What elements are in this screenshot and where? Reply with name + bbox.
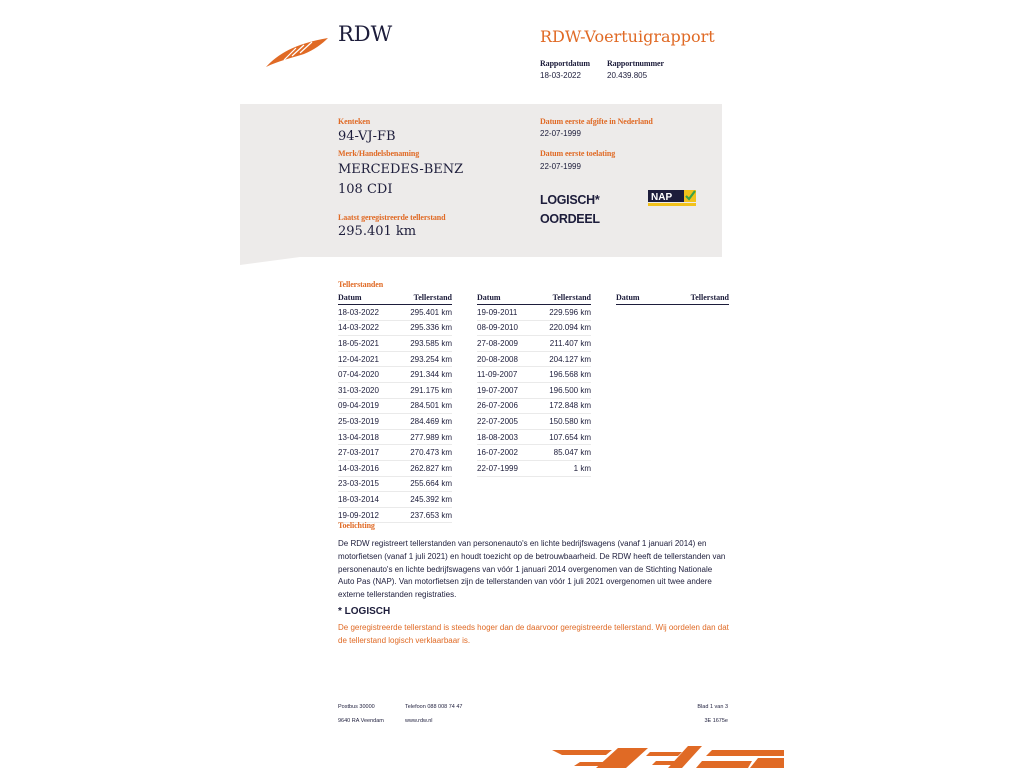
logisch-text: De geregistreerde tellerstand is steeds hoger dan de daarvoor geregistreerde tellerstand. Wij oordelen dan dat de tellerstand logisch verklaarbaar is. xyxy=(338,623,729,645)
reading-value: 245.392 km xyxy=(394,492,452,508)
explanation-title: Toelichting xyxy=(338,521,375,530)
reading-row xyxy=(338,445,452,461)
report-number-value: 20.439.805 xyxy=(607,71,648,80)
reading-date: 19-09-2011 xyxy=(477,305,533,321)
footer-address: 9640 RA Veendam xyxy=(338,718,384,724)
reading-row xyxy=(338,429,452,445)
reading-value: 262.827 km xyxy=(394,460,452,476)
explanation-text: De RDW registreert tellerstanden van personenauto's en lichte bedrijfswagens (vanaf 1 januari 2014) en motorfietsen (vanaf 1 juli 2021) en houdt toezicht op de betrouwbaarheid. De RDW heeft de tellerstanden van personenauto's en lichte bedrijfswagens van vóór 1 januari 2014 overgenomen van de Stichting Nationale Auto Pas (NAP). Van motorfietsen zijn de tellerstanden van vóór 1 juli 2021 overgenomen uit twee andere externe tellerstanden registraties. xyxy=(338,539,726,600)
vehicle-summary-panel xyxy=(240,104,722,257)
reading-date: 20-08-2008 xyxy=(477,351,533,367)
reading-row xyxy=(477,305,591,321)
footer-page: Blad 1 van 3 xyxy=(697,704,728,710)
reading-value: 204.127 km xyxy=(533,351,591,367)
reading-row xyxy=(477,398,591,414)
reading-row xyxy=(477,460,591,476)
reading-value: 196.500 km xyxy=(533,382,591,398)
footer-website: www.rdw.nl xyxy=(405,718,433,724)
readings-table-3 xyxy=(616,292,729,305)
reading-date: 18-03-2014 xyxy=(338,492,394,508)
first-admission-label: Datum eerste toelating xyxy=(540,149,616,158)
reading-date: 09-04-2019 xyxy=(338,398,394,414)
reading-row xyxy=(477,320,591,336)
reading-date: 14-03-2022 xyxy=(338,320,394,336)
reading-date: 25-03-2019 xyxy=(338,414,394,430)
model-value: 108 CDI xyxy=(338,182,393,197)
make-label: Merk/Handelsbenaming xyxy=(338,149,420,158)
reading-row xyxy=(338,476,452,492)
reading-row xyxy=(338,367,452,383)
reading-row xyxy=(477,445,591,461)
reading-row xyxy=(338,351,452,367)
reading-value: 172.848 km xyxy=(533,398,591,414)
reading-row xyxy=(477,336,591,352)
col-value-header: Tellerstand xyxy=(533,292,591,305)
reading-value: 150.580 km xyxy=(533,414,591,430)
reading-row xyxy=(477,382,591,398)
col-value-header: Tellerstand xyxy=(394,292,452,305)
reading-row xyxy=(338,398,452,414)
reading-date: 19-07-2007 xyxy=(477,382,533,398)
reading-value: 291.175 km xyxy=(394,382,452,398)
reading-value: 295.336 km xyxy=(394,320,452,336)
col-date-header: Datum xyxy=(616,292,659,305)
reading-date: 31-03-2020 xyxy=(338,382,394,398)
reading-date: 08-09-2010 xyxy=(477,320,533,336)
reading-row xyxy=(338,320,452,336)
reading-value: 196.568 km xyxy=(533,367,591,383)
footer-code: 3E 1675e xyxy=(704,718,728,724)
footer-decoration-icon xyxy=(552,744,784,768)
reading-date: 07-04-2020 xyxy=(338,367,394,383)
reading-row xyxy=(477,367,591,383)
verdict-line-2: OORDEEL xyxy=(540,212,600,226)
last-odometer-label: Laatst geregistreerde tellerstand xyxy=(338,213,446,222)
panel-notch xyxy=(240,257,300,265)
brand-name: RDW xyxy=(338,22,393,46)
reading-value: 293.585 km xyxy=(394,336,452,352)
reading-row xyxy=(338,414,452,430)
reading-value: 284.469 km xyxy=(394,414,452,430)
reading-value: 255.664 km xyxy=(394,476,452,492)
reading-date: 14-03-2016 xyxy=(338,460,394,476)
reading-row xyxy=(477,351,591,367)
odometer-verdict xyxy=(540,191,630,229)
reading-date: 27-08-2009 xyxy=(477,336,533,352)
reading-row xyxy=(338,460,452,476)
reading-date: 18-03-2022 xyxy=(338,305,394,321)
reading-value: 1 km xyxy=(533,460,591,476)
make-value: MERCEDES-BENZ xyxy=(338,162,464,177)
reading-date: 11-09-2007 xyxy=(477,367,533,383)
reading-date: 22-07-1999 xyxy=(477,460,533,476)
reading-date: 22-07-2005 xyxy=(477,414,533,430)
reading-value: 284.501 km xyxy=(394,398,452,414)
last-odometer-value: 295.401 km xyxy=(338,224,417,239)
reading-row xyxy=(338,492,452,508)
reading-value: 85.047 km xyxy=(533,445,591,461)
reading-value: 291.344 km xyxy=(394,367,452,383)
reading-date: 18-08-2003 xyxy=(477,429,533,445)
reading-date: 19-09-2012 xyxy=(338,507,394,523)
footer-phone: Telefoon 088 008 74 47 xyxy=(405,704,463,710)
col-date-header: Datum xyxy=(477,292,533,305)
nap-check-logo-icon xyxy=(648,188,696,208)
reading-value: 107.654 km xyxy=(533,429,591,445)
readings-table-1 xyxy=(338,292,452,523)
first-issue-nl-value: 22-07-1999 xyxy=(540,129,581,138)
reading-value: 277.989 km xyxy=(394,429,452,445)
reading-value: 270.473 km xyxy=(394,445,452,461)
plate-label: Kenteken xyxy=(338,117,371,126)
report-title: RDW-Voertuigrapport xyxy=(540,27,715,46)
reading-row xyxy=(338,305,452,321)
reading-date: 13-04-2018 xyxy=(338,429,394,445)
logisch-heading: * LOGISCH xyxy=(338,606,391,617)
reading-date: 16-07-2002 xyxy=(477,445,533,461)
nap-logo-text: NAP xyxy=(651,192,673,203)
plate-value: 94-VJ-FB xyxy=(338,129,396,144)
reading-value: 237.653 km xyxy=(394,507,452,523)
readings-title: Tellerstanden xyxy=(338,280,384,289)
reading-date: 23-03-2015 xyxy=(338,476,394,492)
reading-value: 220.094 km xyxy=(533,320,591,336)
reading-value: 211.407 km xyxy=(533,336,591,352)
reading-value: 229.596 km xyxy=(533,305,591,321)
reading-value: 293.254 km xyxy=(394,351,452,367)
reading-date: 26-07-2006 xyxy=(477,398,533,414)
reading-value: 295.401 km xyxy=(394,305,452,321)
reading-date: 18-05-2021 xyxy=(338,336,394,352)
reading-row xyxy=(477,414,591,430)
readings-table-2 xyxy=(477,292,591,477)
reading-date: 27-03-2017 xyxy=(338,445,394,461)
report-number-label: Rapportnummer xyxy=(607,59,664,68)
report-date-label: Rapportdatum xyxy=(540,59,590,68)
col-date-header: Datum xyxy=(338,292,394,305)
report-date-value: 18-03-2022 xyxy=(540,71,581,80)
reading-row xyxy=(338,336,452,352)
first-admission-value: 22-07-1999 xyxy=(540,162,581,171)
reading-date: 12-04-2021 xyxy=(338,351,394,367)
verdict-line-1: LOGISCH* xyxy=(540,193,600,207)
footer-postbus: Postbus 30000 xyxy=(338,704,375,710)
first-issue-nl-label: Datum eerste afgifte in Nederland xyxy=(540,117,653,126)
reading-row xyxy=(477,429,591,445)
reading-row xyxy=(338,382,452,398)
rdw-feather-logo-icon xyxy=(264,34,330,68)
col-value-header: Tellerstand xyxy=(659,292,729,305)
